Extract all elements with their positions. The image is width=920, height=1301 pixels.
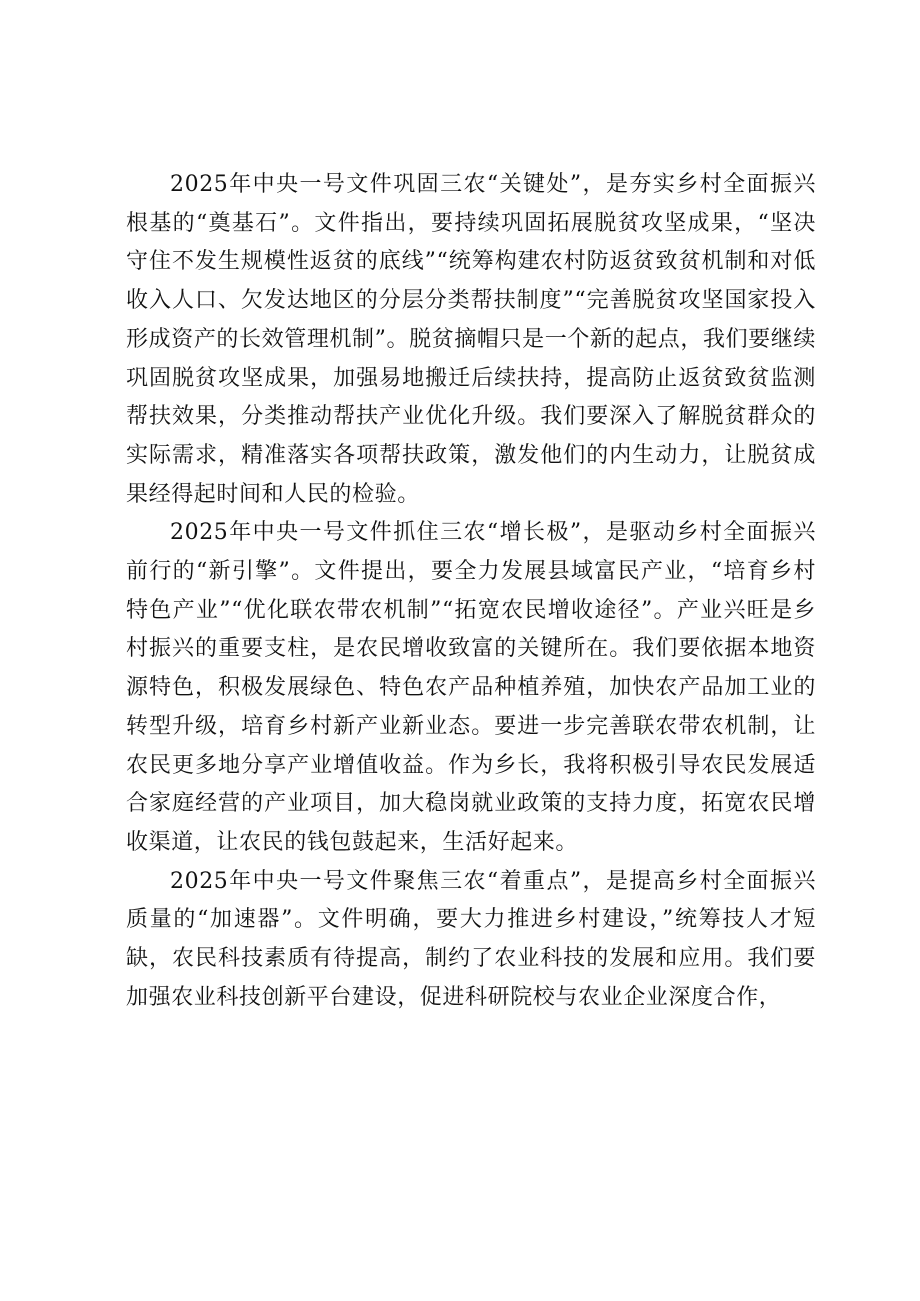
paragraph-2: 2025年中央一号文件抓住三农“增长极”，是驱动乡村全面振兴前行的“新引擎”。文件提出，要全力发展县域富民产业，“培育乡村特色产业”“优化联农带农机制”“拓宽农民增收途径”。产业兴旺是乡村振兴的重要支柱，是农民增收致富的关键所在。我们要依据本地资源特色，积极发展绿色、特色农产品种植养殖，加快农产品加工业的转型升级，培育乡村新产业新业态。要进一步完善联农带农机制，让农民更多地分享产业增值收益。作为乡长，我将积极引导农民发展适合家庭经营的产业项目，加大稳岗就业政策的支持力度，拓宽农民增收渠道，让农民的钱包鼓起来，生活好起来。: [126, 520, 816, 855]
paragraph-3: 2025年中央一号文件聚焦三农“着重点”，是提高乡村全面振兴质量的“加速器”。文件明确，要大力推进乡村建设，”统筹技人才短缺，农民科技素质有待提高，制约了农业科技的发展和应用。我们要加强农业科技创新平台建设，促进科研院校与农业企业深度合作，: [126, 868, 816, 1010]
paragraph-1: 2025年中央一号文件巩固三农“关键处”，是夯实乡村全面振兴根基的“奠基石”。文件指出，要持续巩固拓展脱贫攻坚成果，“坚决守住不发生规模性返贫的底线”“统筹构建农村防返贫致贫机制和对低收入人口、欠发达地区的分层分类帮扶制度”“完善脱贫攻坚国家投入形成资产的长效管理机制”。脱贫摘帽只是一个新的起点，我们要继续巩固脱贫攻坚成果，加强易地搬迁后续扶持，提高防止返贫致贫监测帮扶效果，分类推动帮扶产业优化升级。我们要深入了解脱贫群众的实际需求，精准落实各项帮扶政策，激发他们的内生动力，让脱贫成果经得起时间和人民的检验。: [126, 172, 816, 507]
document-body: [126, 166, 816, 1017]
